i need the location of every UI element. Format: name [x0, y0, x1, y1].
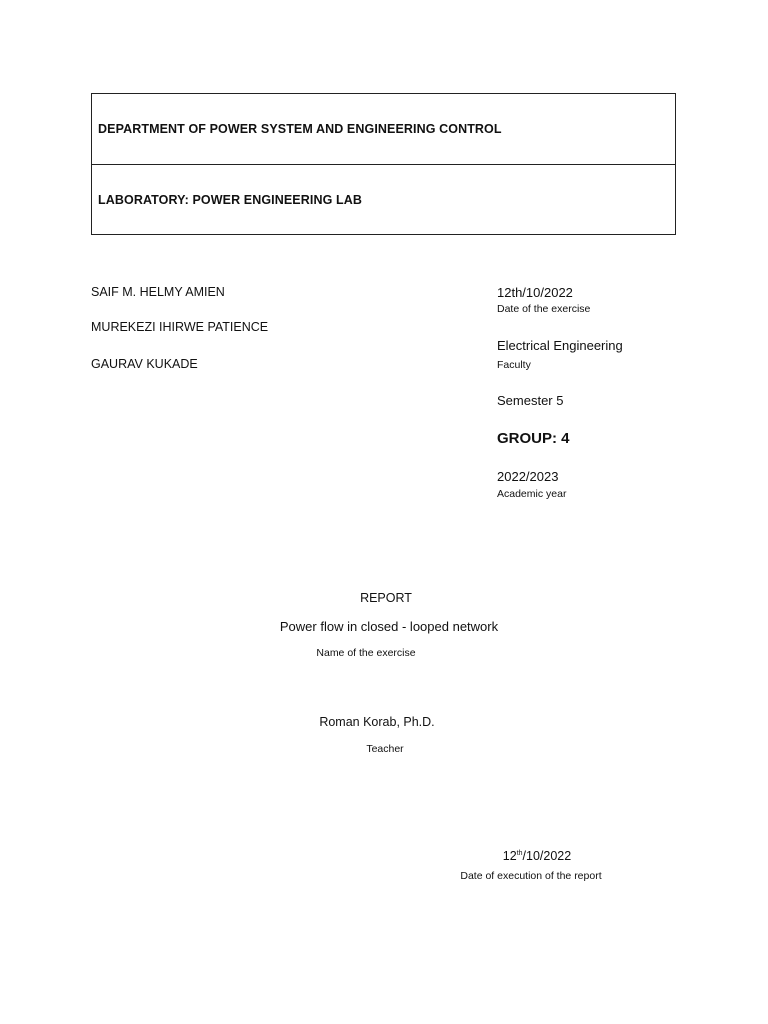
teacher-caption: Teacher — [366, 743, 404, 755]
student-name-2: MUREKEZI IHIRWE PATIENCE — [91, 320, 269, 334]
execution-date-caption: Date of execution of the report — [460, 870, 602, 882]
group-label: GROUP: 4 — [497, 430, 570, 447]
laboratory-title: LABORATORY: POWER ENGINEERING LAB — [98, 193, 362, 207]
academic-year-value: 2022/2023 — [497, 469, 559, 484]
header-table — [91, 93, 676, 235]
execution-date-value — [503, 849, 571, 863]
faculty-value: Electrical Engineering — [497, 338, 623, 353]
execution-date-rest: /10/2022 — [522, 849, 572, 863]
student-name-1: SAIF M. HELMY AMIEN — [91, 285, 225, 299]
department-title: DEPARTMENT OF POWER SYSTEM AND ENGINEERING CONTROL — [98, 122, 502, 136]
exercise-title-caption: Name of the exercise — [316, 647, 416, 659]
exercise-title: Power flow in closed - looped network — [279, 619, 499, 634]
execution-date-day: 12 — [502, 849, 517, 863]
semester-value: Semester 5 — [497, 393, 564, 408]
execution-date-suffix: th — [516, 849, 523, 857]
exercise-date-caption: Date of the exercise — [497, 303, 591, 315]
academic-year-caption: Academic year — [497, 488, 567, 500]
student-name-3: GAURAV KUKADE — [91, 357, 198, 371]
header-divider — [92, 164, 675, 165]
report-heading: REPORT — [360, 591, 412, 605]
exercise-date-value: 12th/10/2022 — [497, 285, 573, 300]
teacher-name: Roman Korab, Ph.D. — [319, 715, 435, 729]
faculty-caption: Faculty — [497, 359, 531, 371]
